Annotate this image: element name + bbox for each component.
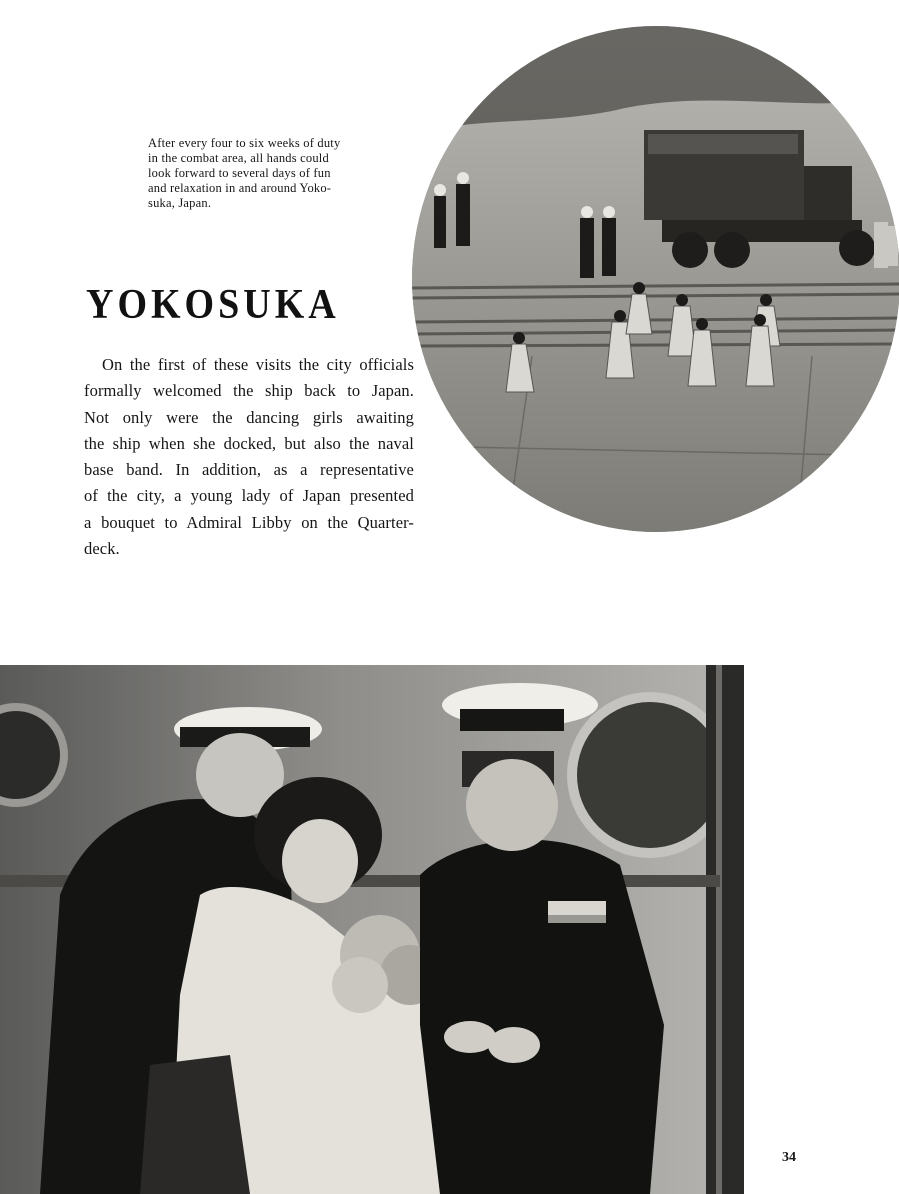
- body-line: the ship when she docked, but also the naval: [84, 433, 414, 453]
- body-line: formally welcomed the ship back to Japan.: [84, 381, 414, 401]
- body-line: base band. In addition, as a representative: [84, 460, 414, 480]
- caption-line: and relaxation in and around Yoko-: [148, 181, 332, 195]
- caption-line: in the combat area, all hands could: [148, 151, 329, 165]
- body-line: of the city, a young lady of Japan presented: [84, 486, 414, 506]
- body-line: deck.: [84, 539, 120, 559]
- caption-line: suka, Japan.: [148, 196, 212, 210]
- caption-line: look forward to several days of fun: [148, 166, 331, 180]
- page-title: YOKOSUKA: [86, 281, 340, 329]
- dancers-on-pier-illustration: [412, 26, 899, 532]
- body-line: a bouquet to Admiral Libby on the Quarter-: [84, 512, 414, 532]
- body-line: On the first of these visits the city officials: [102, 355, 414, 374]
- bouquet-presentation-photo: [0, 665, 744, 1194]
- photo-caption: [148, 136, 388, 211]
- bouquet-presentation-illustration: [0, 665, 744, 1194]
- body-paragraph: [84, 352, 414, 562]
- page-number: 34: [782, 1150, 796, 1165]
- dancers-on-pier-photo: [412, 26, 899, 532]
- body-line: Not only were the dancing girls awaiting: [84, 407, 414, 427]
- caption-line: After every four to six weeks of duty: [148, 136, 341, 150]
